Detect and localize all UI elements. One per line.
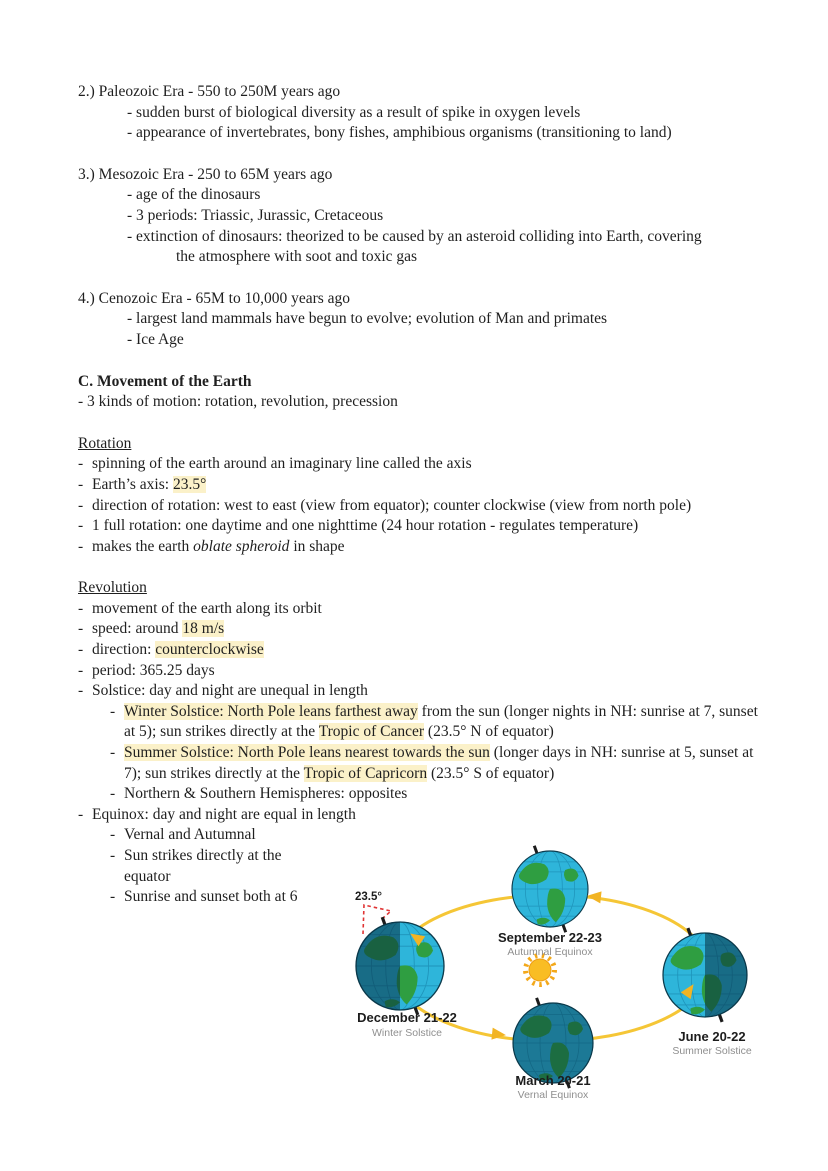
era-paleozoic-bullet-2: - appearance of invertebrates, bony fishes, amphibious organisms (transitioning to land) [127, 124, 672, 142]
spacer [78, 144, 778, 165]
highlighted-text: Tropic of Cancer [318, 723, 425, 741]
dash-bullet: - [110, 744, 116, 762]
dash-bullet: - [78, 620, 84, 638]
rotation-bullet [78, 516, 778, 537]
dash-bullet: - [78, 455, 84, 473]
night-shadow [356, 922, 400, 1010]
december-event-label: Winter Solstice [371, 1027, 443, 1039]
rotation-bullet-text [92, 475, 778, 496]
rotation-bullet [78, 496, 778, 517]
text-run: (longer days in NH: sunrise at 5, sunset at 7); sun strikes directly at the [124, 744, 754, 782]
era-mesozoic-bullet-3-continuation: the atmosphere with soot and toxic gas [176, 248, 418, 266]
rotation-heading: Rotation [78, 434, 132, 452]
hemispheres-text: Northern & Southern Hemispheres: opposites [124, 785, 408, 803]
spacer [78, 268, 778, 289]
rotation-bullet-text [92, 537, 778, 558]
era-cenozoic [78, 289, 778, 351]
dash-bullet: - [78, 537, 84, 555]
rotation-section [78, 434, 778, 558]
revolution-bullet-text: Solstice: day and night are unequal in length [92, 682, 368, 700]
hemispheres-bullet [110, 784, 778, 805]
dash-bullet: - [78, 599, 84, 617]
earth-globe-june [663, 928, 747, 1022]
highlighted-text: Tropic of Capricorn [303, 764, 428, 782]
highlighted-text: 23.5° [172, 475, 207, 493]
earth-orbit-diagram [343, 842, 773, 1106]
revolution-bullet-text [92, 640, 778, 661]
era-mesozoic-title: 3.) Mesozoic Era - 250 to 65M years ago [78, 165, 333, 183]
notes-content [78, 82, 778, 908]
era-mesozoic-bullet-2: - 3 periods: Triassic, Jurassic, Cretaceous [127, 206, 384, 224]
september-date-label: September 22-23 [497, 930, 603, 945]
equinox-sub-text: Sun strikes directly at the equator [124, 847, 282, 885]
era-paleozoic [78, 82, 778, 144]
section-movement-of-earth [78, 372, 778, 413]
era-mesozoic-bullet-1: - age of the dinosaurs [127, 186, 261, 204]
winter-solstice-text [124, 702, 772, 743]
revolution-bullet [78, 640, 778, 661]
text-run: Earth’s axis: [92, 475, 173, 493]
equinox-text: Equinox: day and night are equal in length [92, 805, 356, 823]
equinox-bullet [78, 805, 778, 826]
revolution-bullet-text [92, 619, 778, 640]
text-run: makes the earth [92, 537, 194, 555]
rotation-bullet-text: spinning of the earth around an imaginary line called the axis [92, 455, 472, 473]
rotation-bullet [78, 475, 778, 496]
summer-solstice-text [124, 743, 772, 784]
section-heading: C. Movement of the Earth [78, 372, 252, 390]
winter-solstice-bullet [110, 702, 778, 743]
spacer [78, 351, 778, 372]
september-event-label: Autumnal Equinox [507, 946, 593, 958]
revolution-bullet-text: movement of the earth along its orbit [92, 599, 322, 617]
section-intro: - 3 kinds of motion: rotation, revolution, precession [78, 393, 398, 411]
dash-bullet: - [110, 702, 116, 720]
dash-bullet: - [78, 517, 84, 535]
march-date-label: March 20-21 [515, 1073, 591, 1088]
night-shadow [513, 1003, 593, 1083]
dash-bullet: - [78, 661, 84, 679]
dash-bullet: - [78, 682, 84, 700]
revolution-bullet [78, 681, 778, 702]
highlighted-text: Winter Solstice: North Pole leans farthest away [124, 702, 418, 720]
italic-text: oblate spheroid [193, 537, 290, 555]
orbit-diagram-svg [343, 842, 773, 1106]
era-cenozoic-title: 4.) Cenozoic Era - 65M to 10,000 years ago [78, 289, 351, 307]
earth-globe-december [356, 917, 444, 1015]
spacer [78, 557, 778, 578]
june-date-label: June 20-22 [678, 1029, 746, 1044]
revolution-bullet-text: period: 365.25 days [92, 661, 215, 679]
march-event-label: Vernal Equinox [517, 1089, 589, 1101]
revolution-bullet [78, 661, 778, 682]
era-paleozoic-bullet-1: - sudden burst of biological diversity as a result of spike in oxygen levels [127, 103, 581, 121]
highlighted-text: Summer Solstice: North Pole leans nearest towards the sun [124, 744, 490, 762]
orbit-arrow [586, 890, 601, 903]
tilt-angle-label: 23.5° [355, 891, 382, 903]
rotation-bullet [78, 537, 778, 558]
june-event-label: Summer Solstice [672, 1045, 752, 1057]
highlighted-text: 18 m/s [182, 620, 225, 638]
rotation-bullet-text: 1 full rotation: one daytime and one nighttime (24 hour rotation - regulates temperature) [92, 517, 639, 535]
text-run: in shape [289, 537, 345, 555]
era-paleozoic-title: 2.) Paleozoic Era - 550 to 250M years ago [78, 83, 341, 100]
era-mesozoic-bullet-3: - extinction of dinosaurs: theorized to be caused by an asteroid colliding into Earth, covering [127, 227, 702, 245]
dash-bullet: - [78, 641, 84, 659]
rotation-bullet [78, 454, 778, 475]
earth-globe-september [512, 846, 588, 932]
era-mesozoic [78, 165, 778, 268]
equinox-sub-text: Sunrise and sunset both at 6 [124, 888, 298, 906]
revolution-bullet [78, 619, 778, 640]
dash-bullet: - [110, 847, 116, 864]
text-run: (23.5° S of equator) [427, 764, 555, 782]
rotation-bullet-text: direction of rotation: west to east (view from equator); counter clockwise (view from north pole) [92, 496, 692, 514]
dash-bullet: - [78, 496, 84, 514]
era-cenozoic-bullet-2: - Ice Age [127, 330, 184, 348]
text-run: from the sun (longer nights in NH: sunrise at 7, sunset at 5); sun strikes directly at the [124, 702, 758, 741]
text-run: speed: around [92, 620, 183, 638]
december-date-label: December 21-22 [357, 1010, 457, 1025]
dash-bullet: - [78, 475, 84, 493]
revolution-heading: Revolution [78, 579, 147, 597]
equinox-sub-text: Vernal and Autumnal [124, 826, 256, 844]
revolution-bullet [78, 599, 778, 620]
text-run: direction: [92, 641, 156, 659]
dash-bullet: - [110, 826, 116, 844]
spacer [78, 413, 778, 434]
dash-bullet: - [110, 785, 116, 803]
highlighted-text: counterclockwise [155, 641, 264, 659]
dash-bullet: - [78, 805, 84, 823]
dash-bullet: - [110, 888, 116, 906]
era-cenozoic-bullet-1: - largest land mammals have begun to evolve; evolution of Man and primates [127, 310, 608, 328]
sun-icon [526, 956, 555, 985]
night-shadow [705, 933, 747, 1017]
text-run: (23.5° N of equator) [424, 723, 554, 741]
summer-solstice-bullet [110, 743, 778, 784]
